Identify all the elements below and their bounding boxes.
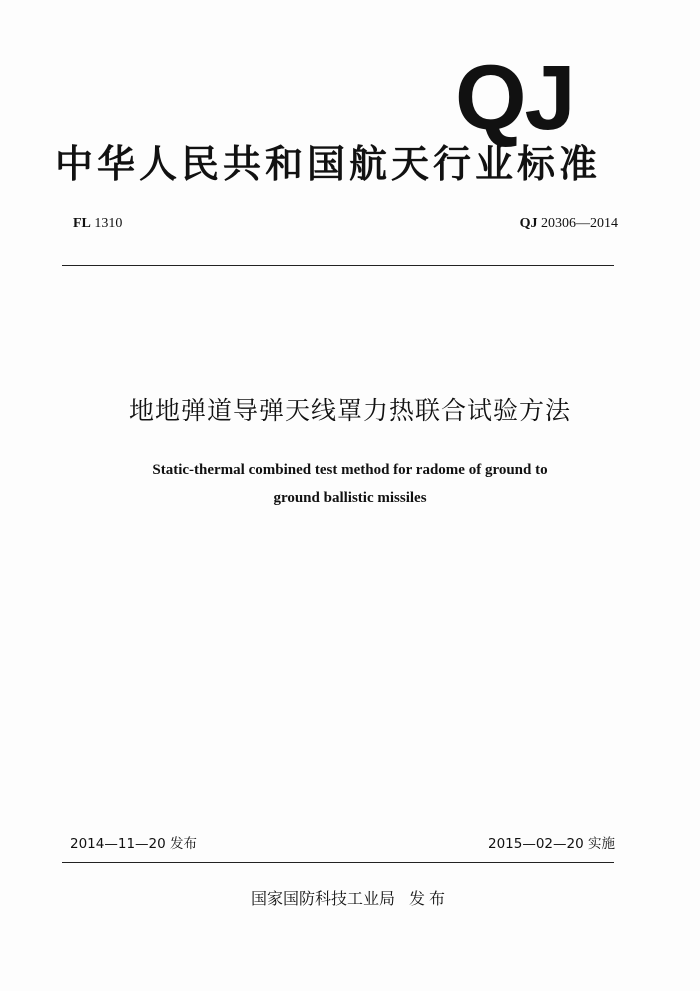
- implementation-date: 2015—02—20 实施: [487, 836, 615, 852]
- qj-logo: QJ: [455, 47, 574, 149]
- standard-category-title: 中华人民共和国航天行业标准: [55, 142, 602, 186]
- standard-number-value: 20306—2014: [541, 216, 618, 231]
- classification-code-prefix: FL: [73, 216, 91, 231]
- document-title-chinese: 地地弹道导弹天线罩力热联合试验方法: [128, 396, 571, 425]
- issuer-verb: 发布: [409, 889, 450, 908]
- standard-number: [520, 215, 618, 233]
- document-title-english-line2: ground ballistic missiles: [273, 490, 427, 506]
- document-title-english: [100, 456, 600, 512]
- release-date: 2014—11—20 发布: [70, 836, 198, 852]
- document-title-english-line1: Static-thermal combined test method for radome of ground to: [152, 462, 548, 478]
- classification-code: [73, 215, 122, 233]
- footer-divider: [62, 862, 614, 863]
- header-divider: [62, 265, 614, 266]
- standard-number-prefix: QJ: [519, 216, 538, 231]
- classification-code-number: 1310: [94, 216, 123, 231]
- issuer-name: 国家国防科技工业局: [250, 889, 395, 908]
- issuing-authority: [0, 888, 700, 910]
